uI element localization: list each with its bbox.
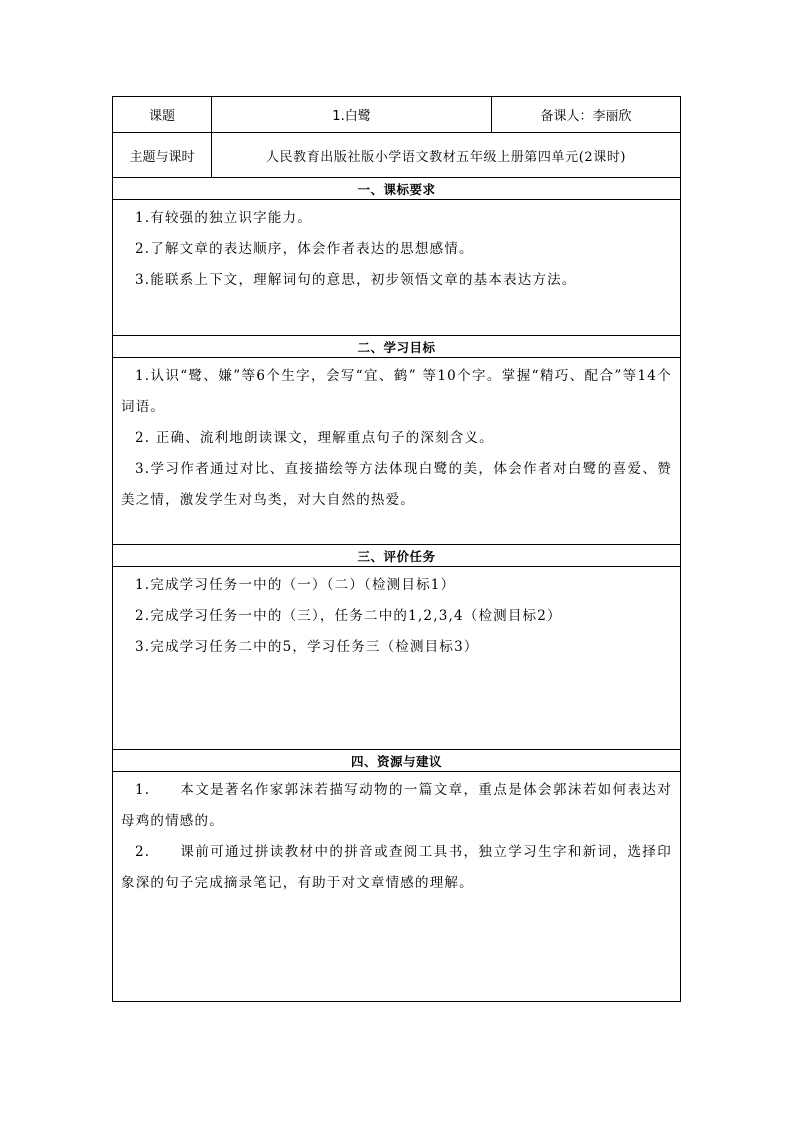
section-item: 1.完成学习任务一中的（一）（二）（检测目标1） <box>135 577 456 593</box>
section-body <box>113 358 681 545</box>
section-item: 2.完成学习任务一中的（三），任务二中的1,2,3,4（检测目标2） <box>135 608 562 624</box>
section-item: 1.有较强的独立识字能力。 <box>135 210 312 226</box>
preparer: 备课人：李丽欣 <box>492 97 681 133</box>
section-body-row <box>113 200 681 336</box>
section-title: 一、课标要求 <box>113 178 681 200</box>
section-body-row <box>113 358 681 545</box>
section-item: 3.学习作者通过对比、直接描绘等方法体现白鹭的美，体会作者对白鹭的喜爱、赞美之情，激发学生对鸟类，对大自然的热爱。 <box>121 461 672 508</box>
section-body-row <box>113 567 681 750</box>
header-row-topic <box>113 97 681 133</box>
section-body <box>113 567 681 750</box>
lesson-plan-table <box>112 96 681 1002</box>
section-body-row <box>113 772 681 1002</box>
section-item: 1. 本文是著名作家郭沫若描写动物的一篇文章，重点是体会郭沫若如何表达对母鸡的情感的。 <box>121 782 672 829</box>
section-body <box>113 200 681 336</box>
section-body <box>113 772 681 1002</box>
section-title: 四、资源与建议 <box>113 750 681 772</box>
theme-label: 主题与课时 <box>113 133 212 178</box>
topic-label: 课题 <box>113 97 212 133</box>
section-title: 二、学习目标 <box>113 336 681 358</box>
section-item: 3.完成学习任务二中的5，学习任务三（检测目标3） <box>135 639 479 655</box>
section-item: 2. 正确、流利地朗读课文，理解重点句子的深刻含义。 <box>135 430 494 446</box>
section-title-row <box>113 178 681 200</box>
section-item: 2.了解文章的表达顺序，体会作者表达的思想感情。 <box>135 241 474 257</box>
theme-value: 人民教育出版社版小学语文教材五年级上册第四单元(2课时) <box>212 133 681 178</box>
topic-value: 1.白鹭 <box>212 97 492 133</box>
section-title-row <box>113 336 681 358</box>
section-title-row <box>113 545 681 567</box>
section-item: 2. 课前可通过拼读教材中的拼音或查阅工具书，独立学习生字和新词，选择印象深的句子完成摘录笔记，有助于对文章情感的理解。 <box>121 844 672 891</box>
header-row-theme <box>113 133 681 178</box>
section-title: 三、评价任务 <box>113 545 681 567</box>
section-title-row <box>113 750 681 772</box>
section-item: 3.能联系上下文，理解词句的意思，初步领悟文章的基本表达方法。 <box>135 272 577 288</box>
section-item: 1.认识“鹭、嫌”等6个生字，会写“宜、鹤” 等10个字。掌握“精巧、配合”等14个词语。 <box>121 368 672 415</box>
